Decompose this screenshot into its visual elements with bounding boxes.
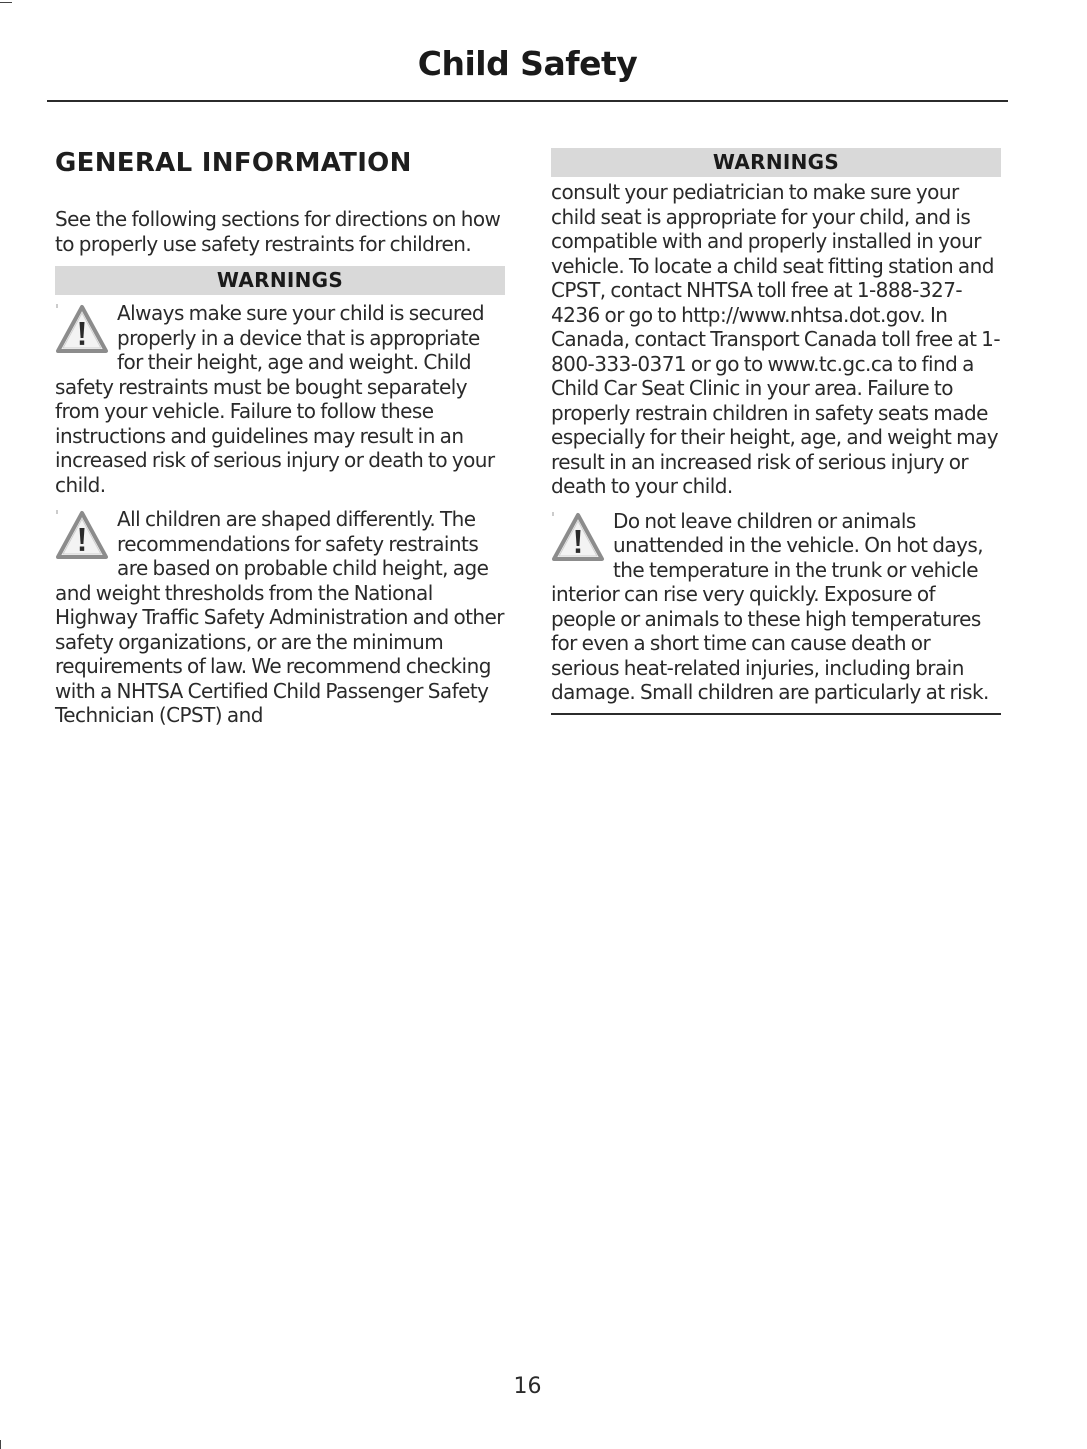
warnings-header: WARNINGS [551,148,1001,177]
intro-paragraph: See the following sections for directions on how to properly use safety restraints for children. [55,207,501,256]
warning-triangle-icon [55,303,107,355]
page-title: Child Safety [417,44,638,83]
right-column [551,148,1001,715]
page-number: 16 [513,1374,542,1399]
warning-item [551,509,1001,705]
warning-triangle-icon [551,511,603,563]
warning-text: Do not leave children or animals unattended in the vehicle. On hot days, the temperature in the trunk or vehicle interior can rise very quickly. Exposure of people or animals to these high temperatures for even a short time can cause death or serious heat-related injuries, including brain damage. Small children are particularly at risk. [551,508,989,704]
crop-mark-bottom [0,1440,1,1449]
continued-warning-text: consult your pediatrician to make sure your child seat is appropriate for your child, and is compatible with and properly installed in your vehicle. To locate a child seat fitting station and CPST, contact NHTSA toll free at 1-888-327-4236 or go to http://www.nhtsa.dot.gov. In Canada, contact Transport Canada toll free at 1-800-333-0371 or go to www.tc.gc.ca to find a Child Car Seat Clinic in your area. Failure to properly restrain children in safety seats made especially for their height, age, and weight may result in an increased risk of serious injury or death to your child. [551,180,1001,498]
title-divider [47,100,1008,102]
section-heading: GENERAL INFORMATION [55,148,412,178]
warnings-header: WARNINGS [55,266,505,295]
warning-text: All children are shaped differently. The recommendations for safety restraints are based on probable child height, age and weight thresholds from the National Highway Traffic Safety Administration and other safety organizations, or are the minimum requirements of law. We recommend checking with a NHTSA Certified Child Passenger Safety Technician (CPST) and [55,507,504,727]
warning-item [55,301,505,497]
crop-mark-top [0,2,12,3]
warning-triangle-icon [55,509,107,561]
warnings-end-divider [551,713,1001,715]
warning-text: Always make sure your child is secured properly in a device that is appropriate for their height, age and weight. Child safety restraints must be bought separately from your vehicle. Failure to follow these instructions and guidelines may result in an increased risk of serious injury or death to your child. [55,301,495,497]
warning-item [55,507,505,728]
left-column [55,145,505,728]
